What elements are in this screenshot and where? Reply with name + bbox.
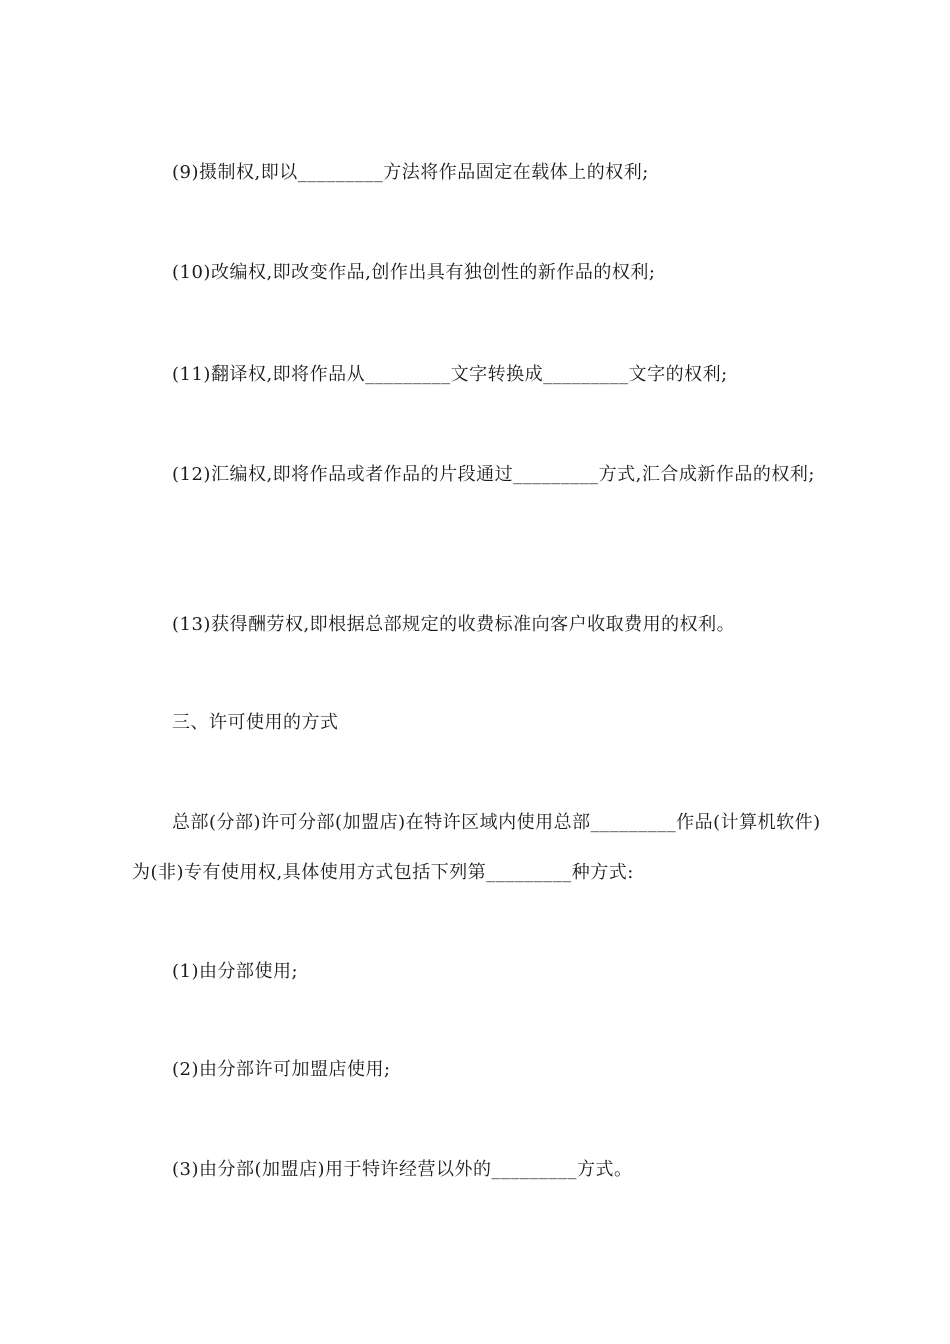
clause-11-translation-right: (11)翻译权,即将作品从_________文字转换成_________文字的权利;: [172, 364, 728, 385]
usage-item-2: (2)由分部许可加盟店使用;: [172, 1059, 391, 1080]
clause-12-compilation-right: (12)汇编权,即将作品或者作品的片段通过_________方式,汇合成新作品的权利;: [172, 464, 815, 485]
section-heading-license-usage: 三、许可使用的方式: [172, 712, 339, 733]
clause-9-filming-right: (9)摄制权,即以_________方法将作品固定在载体上的权利;: [172, 162, 649, 183]
clause-10-adaptation-right: (10)改编权,即改变作品,创作出具有独创性的新作品的权利;: [172, 262, 656, 283]
clause-13-remuneration-right: (13)获得酬劳权,即根据总部规定的收费标准向客户收取费用的权利。: [172, 614, 736, 635]
usage-item-3: (3)由分部(加盟店)用于特许经营以外的_________方式。: [172, 1159, 633, 1180]
usage-item-1: (1)由分部使用;: [172, 961, 299, 982]
license-usage-paragraph: 总部(分部)许可分部(加盟店)在特许区域内使用总部_________作品(计算机软件)为(非)专有使用权,具体使用方式包括下列第_________种方式:: [132, 812, 821, 883]
